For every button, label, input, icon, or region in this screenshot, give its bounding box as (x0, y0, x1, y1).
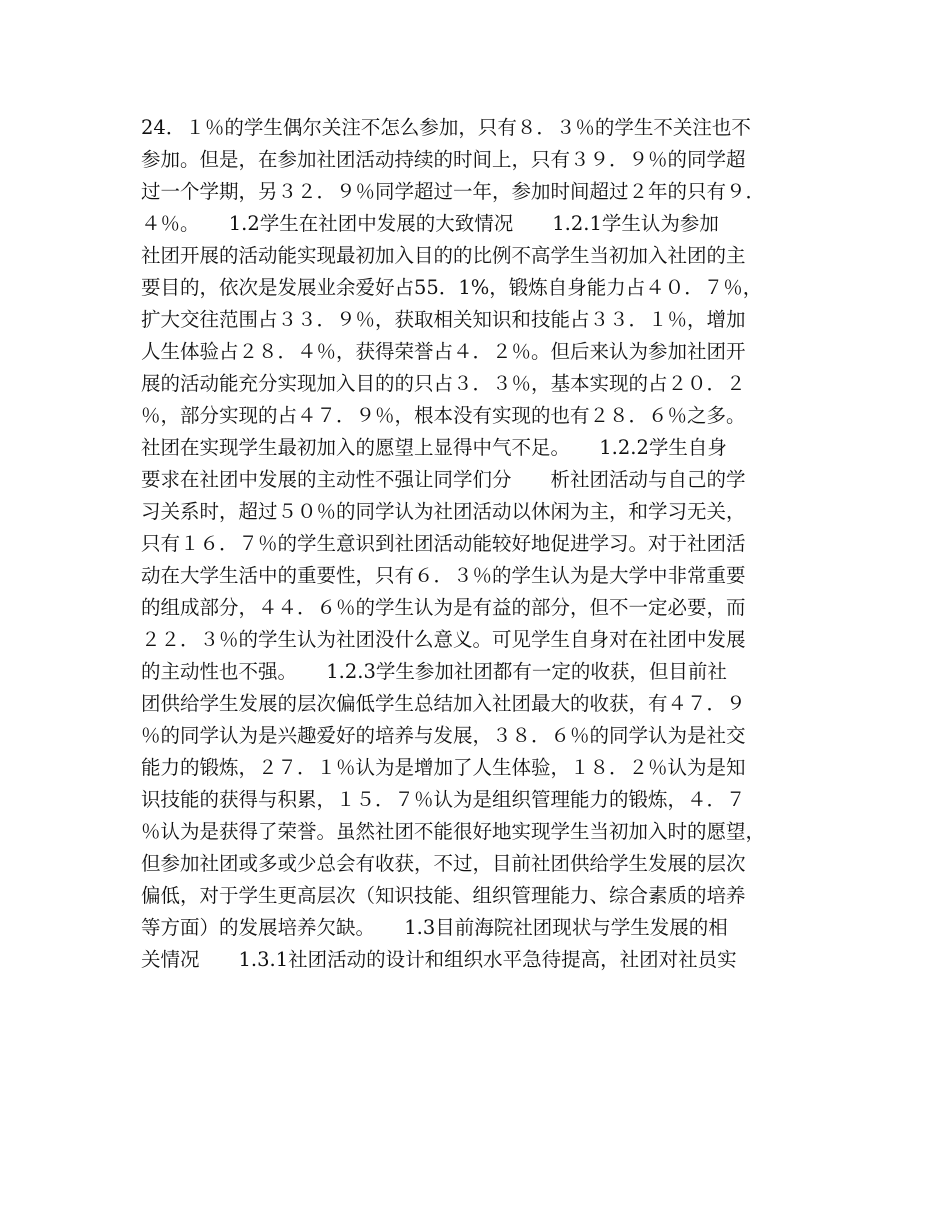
text-line: 24．１％的学生偶尔关注不怎么参加，只有８．３％的学生不关注也不 (141, 116, 751, 139)
text-line: 能力的锻炼，２７．１％认为是增加了人生体验，１８．２％认为是知 (141, 756, 746, 779)
text-line: ２２．３％的学生认为社团没什么意义。可见学生自身对在社团中发展 (141, 628, 746, 651)
text-line: 但参加社团或多或少总会有收获，不过，目前社团供给学生发展的层次 (141, 852, 746, 875)
text-line: 的组成部分，４４．６％的学生认为是有益的部分，但不一定必要，而 (141, 596, 746, 619)
text-line: ％认为是获得了荣誉。虽然社团不能很好地实现学生当初加入时的愿望， (141, 820, 766, 843)
text-line: 扩大交往范围占３３．９％，获取相关知识和技能占３３．１％，增加 (141, 308, 746, 331)
text-line: 社团在实现学生最初加入的愿望上显得中气不足。 1.2.2学生自身 (141, 436, 727, 459)
text-line: 关情况 1.3.1社团活动的设计和组织水平急待提高，社团对社员实 (141, 948, 737, 971)
text-line: 的主动性也不强。 1.2.3学生参加社团都有一定的收获，但目前社 (141, 660, 727, 683)
text-line: 识技能的获得与积累，１５．７％认为是组织管理能力的锻炼，４．７ (141, 788, 746, 811)
text-line: 等方面）的发展培养欠缺。 1.3目前海院社团现状与学生发展的相 (141, 916, 728, 939)
text-line: 参加。但是，在参加社团活动持续的时间上，只有３９．９％的同学超 (141, 148, 746, 171)
text-line: 动在大学生活中的重要性，只有６．３％的学生认为是大学中非常重要 (141, 564, 746, 587)
text-line: 要目的，依次是发展业余爱好占55．1%，锻炼自身能力占４０．７％， (141, 276, 763, 299)
text-line: 偏低，对于学生更高层次（知识技能、组织管理能力、综合素质的培养 (141, 884, 746, 907)
text-line: ％的同学认为是兴趣爱好的培养与发展，３８．６％的同学认为是社交 (141, 724, 746, 747)
text-line: 社团开展的活动能实现最初加入目的的比例不高学生当初加入社团的主 (141, 244, 746, 267)
text-line: 过一个学期，另３２．９％同学超过一年，参加时间超过２年的只有９． (141, 180, 766, 203)
text-line: 人生体验占２８．４％，获得荣誉占４．２％。但后来认为参加社团开 (141, 340, 746, 363)
text-line: ４％。 1.2学生在社团中发展的大致情况 1.2.1学生认为参加 (141, 212, 719, 235)
text-line: 团供给学生发展的层次偏低学生总结加入社团最大的收获，有４７．９ (141, 692, 746, 715)
text-line: 只有１６．７％的学生意识到社团活动能较好地促进学习。对于社团活 (141, 532, 746, 555)
text-line: ％，部分实现的占４７．９％，根本没有实现的也有２８．６％之多。 (141, 404, 746, 427)
body-text (141, 112, 831, 976)
text-line: 要求在社团中发展的主动性不强让同学们分 析社团活动与自己的学 (141, 468, 746, 491)
text-line: 习关系时，超过５０％的同学认为社团活动以休闲为主，和学习无关， (141, 500, 746, 523)
text-line: 展的活动能充分实现加入目的的只占３．３％，基本实现的占２０．２ (141, 372, 746, 395)
